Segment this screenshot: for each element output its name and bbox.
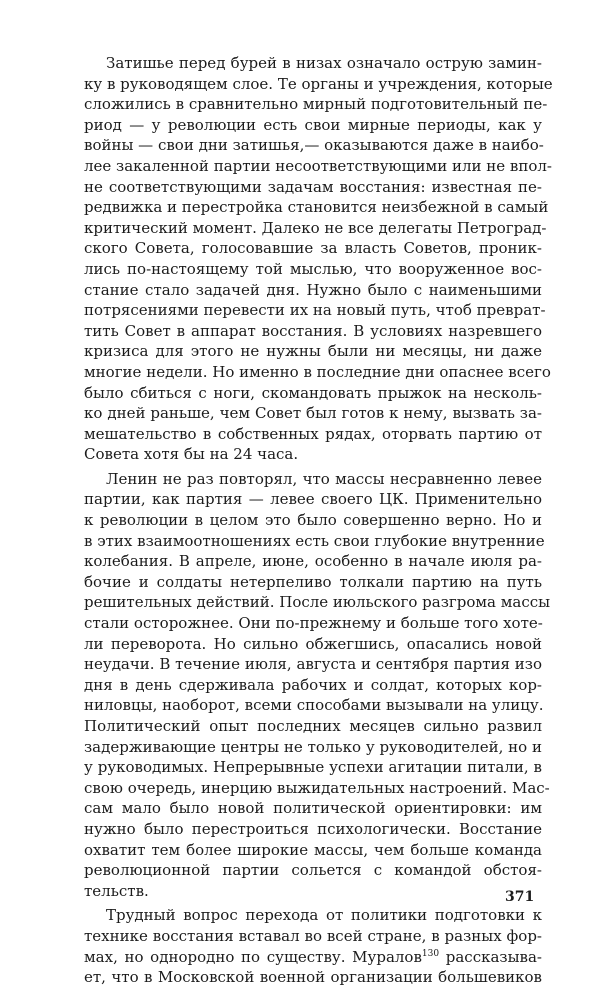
page-number: 371 — [505, 889, 535, 905]
text-line: стание стало задачей дня. Нужно было с наименьшими — [84, 280, 542, 299]
body-text — [84, 53, 553, 992]
text-line: задерживающие центры не только у руководителей, но и — [84, 737, 542, 756]
text-line: ли переворота. Но сильно обжегшись, опасались новой — [84, 634, 542, 653]
text-line: неудачи. В течение июля, августа и сентября партия изо — [84, 655, 542, 674]
text-line: свою очередь, инерцию выжидательных настроений. Мас- — [84, 778, 550, 797]
text-line: мешательство в собственных рядах, оторвать партию от — [84, 424, 542, 443]
text-line: охватит тем более широкие массы, чем больше команда — [84, 840, 542, 859]
paragraph-2 — [84, 469, 551, 901]
text-line: многие недели. Но именно в последние дни опаснее всего — [84, 362, 551, 381]
text-line: Трудный вопрос перехода от политики подготовки к — [106, 906, 542, 925]
paragraph-3 — [84, 905, 542, 987]
text-line: лись по-настоящему той мыслью, что вооруженное вос- — [84, 259, 542, 278]
text-line: к революции в целом это было совершенно верно. Но и — [84, 511, 542, 530]
text-line: Политический опыт последних месяцев сильно развил — [84, 717, 542, 735]
text-line: технике восстания вставал во всей стране, в разных фор- — [84, 926, 542, 945]
line-text-tail: рассказыва- — [439, 947, 542, 966]
text-line: решительных действий. После июльского разгрома массы — [84, 593, 551, 612]
text-line: партии, как партия — левее своего ЦК. Применительно — [84, 490, 542, 509]
text-line: нужно было перестроиться психологически. Восстание — [84, 819, 542, 838]
text-line: Ленин не раз повторял, что массы несравненно левее — [106, 469, 542, 488]
text-line: не соответствующими задачам восстания: известная пе- — [84, 177, 542, 196]
text-line: сложились в сравнительно мирный подготовительный пе- — [84, 95, 548, 114]
text-line: войны — свои дни затишья,— оказываются даже в наибо- — [84, 136, 544, 155]
text-line: сам мало было новой политической ориентировки: им — [84, 799, 542, 818]
text-line: Совета хотя бы на 24 часа. — [84, 445, 299, 464]
text-line: Затишье перед бурей в низах означало острую замин- — [106, 54, 542, 72]
text-line: у руководимых. Непрерывные успехи агитации питали, в — [84, 758, 542, 777]
text-line: было сбиться с ноги, скомандовать прыжок на несколь- — [84, 383, 542, 402]
footnote-reference: 130 — [421, 948, 440, 959]
text-line: тельств. — [84, 881, 149, 900]
text-line: в этих взаимоотношениях есть свои глубокие внутренние — [84, 531, 545, 550]
text-line: редвижка и перестройка становится неизбежной в самый — [84, 198, 549, 217]
line-text: мах, но однородно по существу. Муралов — [84, 947, 422, 966]
text-line: риод — у революции есть свои мирные периоды, как у — [84, 115, 542, 134]
text-line: ко дней раньше, чем Совет был готов к нему, вызвать за- — [84, 404, 542, 423]
text-line: критический момент. Далеко не все делегаты Петроград- — [84, 218, 547, 237]
text-line: ниловцы, наоборот, всеми способами вызывали на улицу. — [84, 696, 544, 715]
text-line: потрясениями перевести их на новый путь, чтоб преврат- — [84, 301, 546, 320]
text-line: ского Совета, голосовавшие за власть Советов, проник- — [84, 239, 542, 258]
text-line: дня в день сдерживала рабочих и солдат, которых кор- — [84, 675, 542, 694]
paragraph-1 — [84, 53, 553, 465]
text-line: колебания. В апреле, июне, особенно в начале июля ра- — [84, 552, 542, 571]
text-line: стали осторожнее. Они по-прежнему и больше того хоте- — [84, 614, 543, 633]
text-line: тить Совет в аппарат восстания. В условиях назревшего — [84, 321, 542, 340]
text-line-with-footnote — [84, 947, 542, 968]
text-line: ку в руководящем слое. Те органы и учреждения, которые — [84, 74, 553, 93]
text-line: кризиса для этого не нужны были ни месяцы, ни даже — [84, 342, 542, 361]
text-line: бочие и солдаты нетерпеливо толкали партию на путь — [84, 572, 542, 591]
text-line: лее закаленной партии несоответствующими или не впол- — [84, 156, 552, 175]
text-line: ет, что в Московской военной организации большевиков — [84, 968, 542, 987]
text-line: революционной партии сольется с командой обстоя- — [84, 861, 542, 880]
